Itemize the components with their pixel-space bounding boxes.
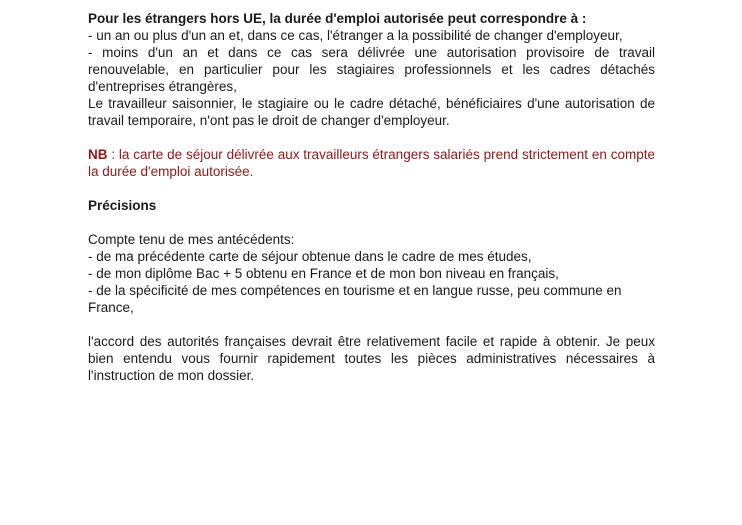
spacer	[88, 180, 655, 197]
duration-option-one-year: - un an ou plus d'un an et, dans ce cas, l'étranger a la possibilité de changer d'employeur,	[88, 28, 623, 43]
seasonal-worker-note: Le travailleur saisonnier, le stagiaire ou le cadre détaché, bénéficiaires d'une autorisation de travail temporaire, n'ont pas le droit de changer d'employeur.	[88, 96, 655, 128]
conclusion-paragraph: l'accord des autorités françaises devrait être relativement facile et rapide à obtenir. Je peux bien entendu vous fournir rapidement toutes les pièces administratives nécessaires à l'instruction de mon dossier.	[88, 334, 655, 383]
precisions-heading: Précisions	[88, 198, 157, 213]
nb-text: : la carte de séjour délivrée aux travailleurs étrangers salariés prend strictement en compte la durée d'emploi autorisée.	[88, 147, 655, 179]
spacer	[88, 316, 655, 333]
spacer	[88, 214, 655, 231]
precisions-intro: Compte tenu de mes antécédents:	[88, 232, 295, 247]
precision-item: - de mon diplôme Bac + 5 obtenu en France et de mon bon niveau en français,	[88, 266, 559, 281]
section-heading-foreign-workers: Pour les étrangers hors UE, la durée d'emploi autorisée peut correspondre à :	[88, 11, 587, 26]
nb-note	[88, 146, 655, 180]
spacer	[88, 129, 655, 146]
precision-item: - de ma précédente carte de séjour obtenue dans le cadre de mes études,	[88, 249, 532, 264]
precision-item: - de la spécificité de mes compétences en tourisme et en langue russe, peu commune en France,	[88, 283, 622, 315]
nb-label: NB	[88, 147, 108, 162]
duration-option-less-than-year: - moins d'un an et dans ce cas sera délivrée une autorisation provisoire de travail renouvelable, en particulier pour les stagiaires professionnels et les cadres détachés d'entreprises étrangères,	[88, 45, 655, 94]
document-body	[88, 10, 655, 384]
